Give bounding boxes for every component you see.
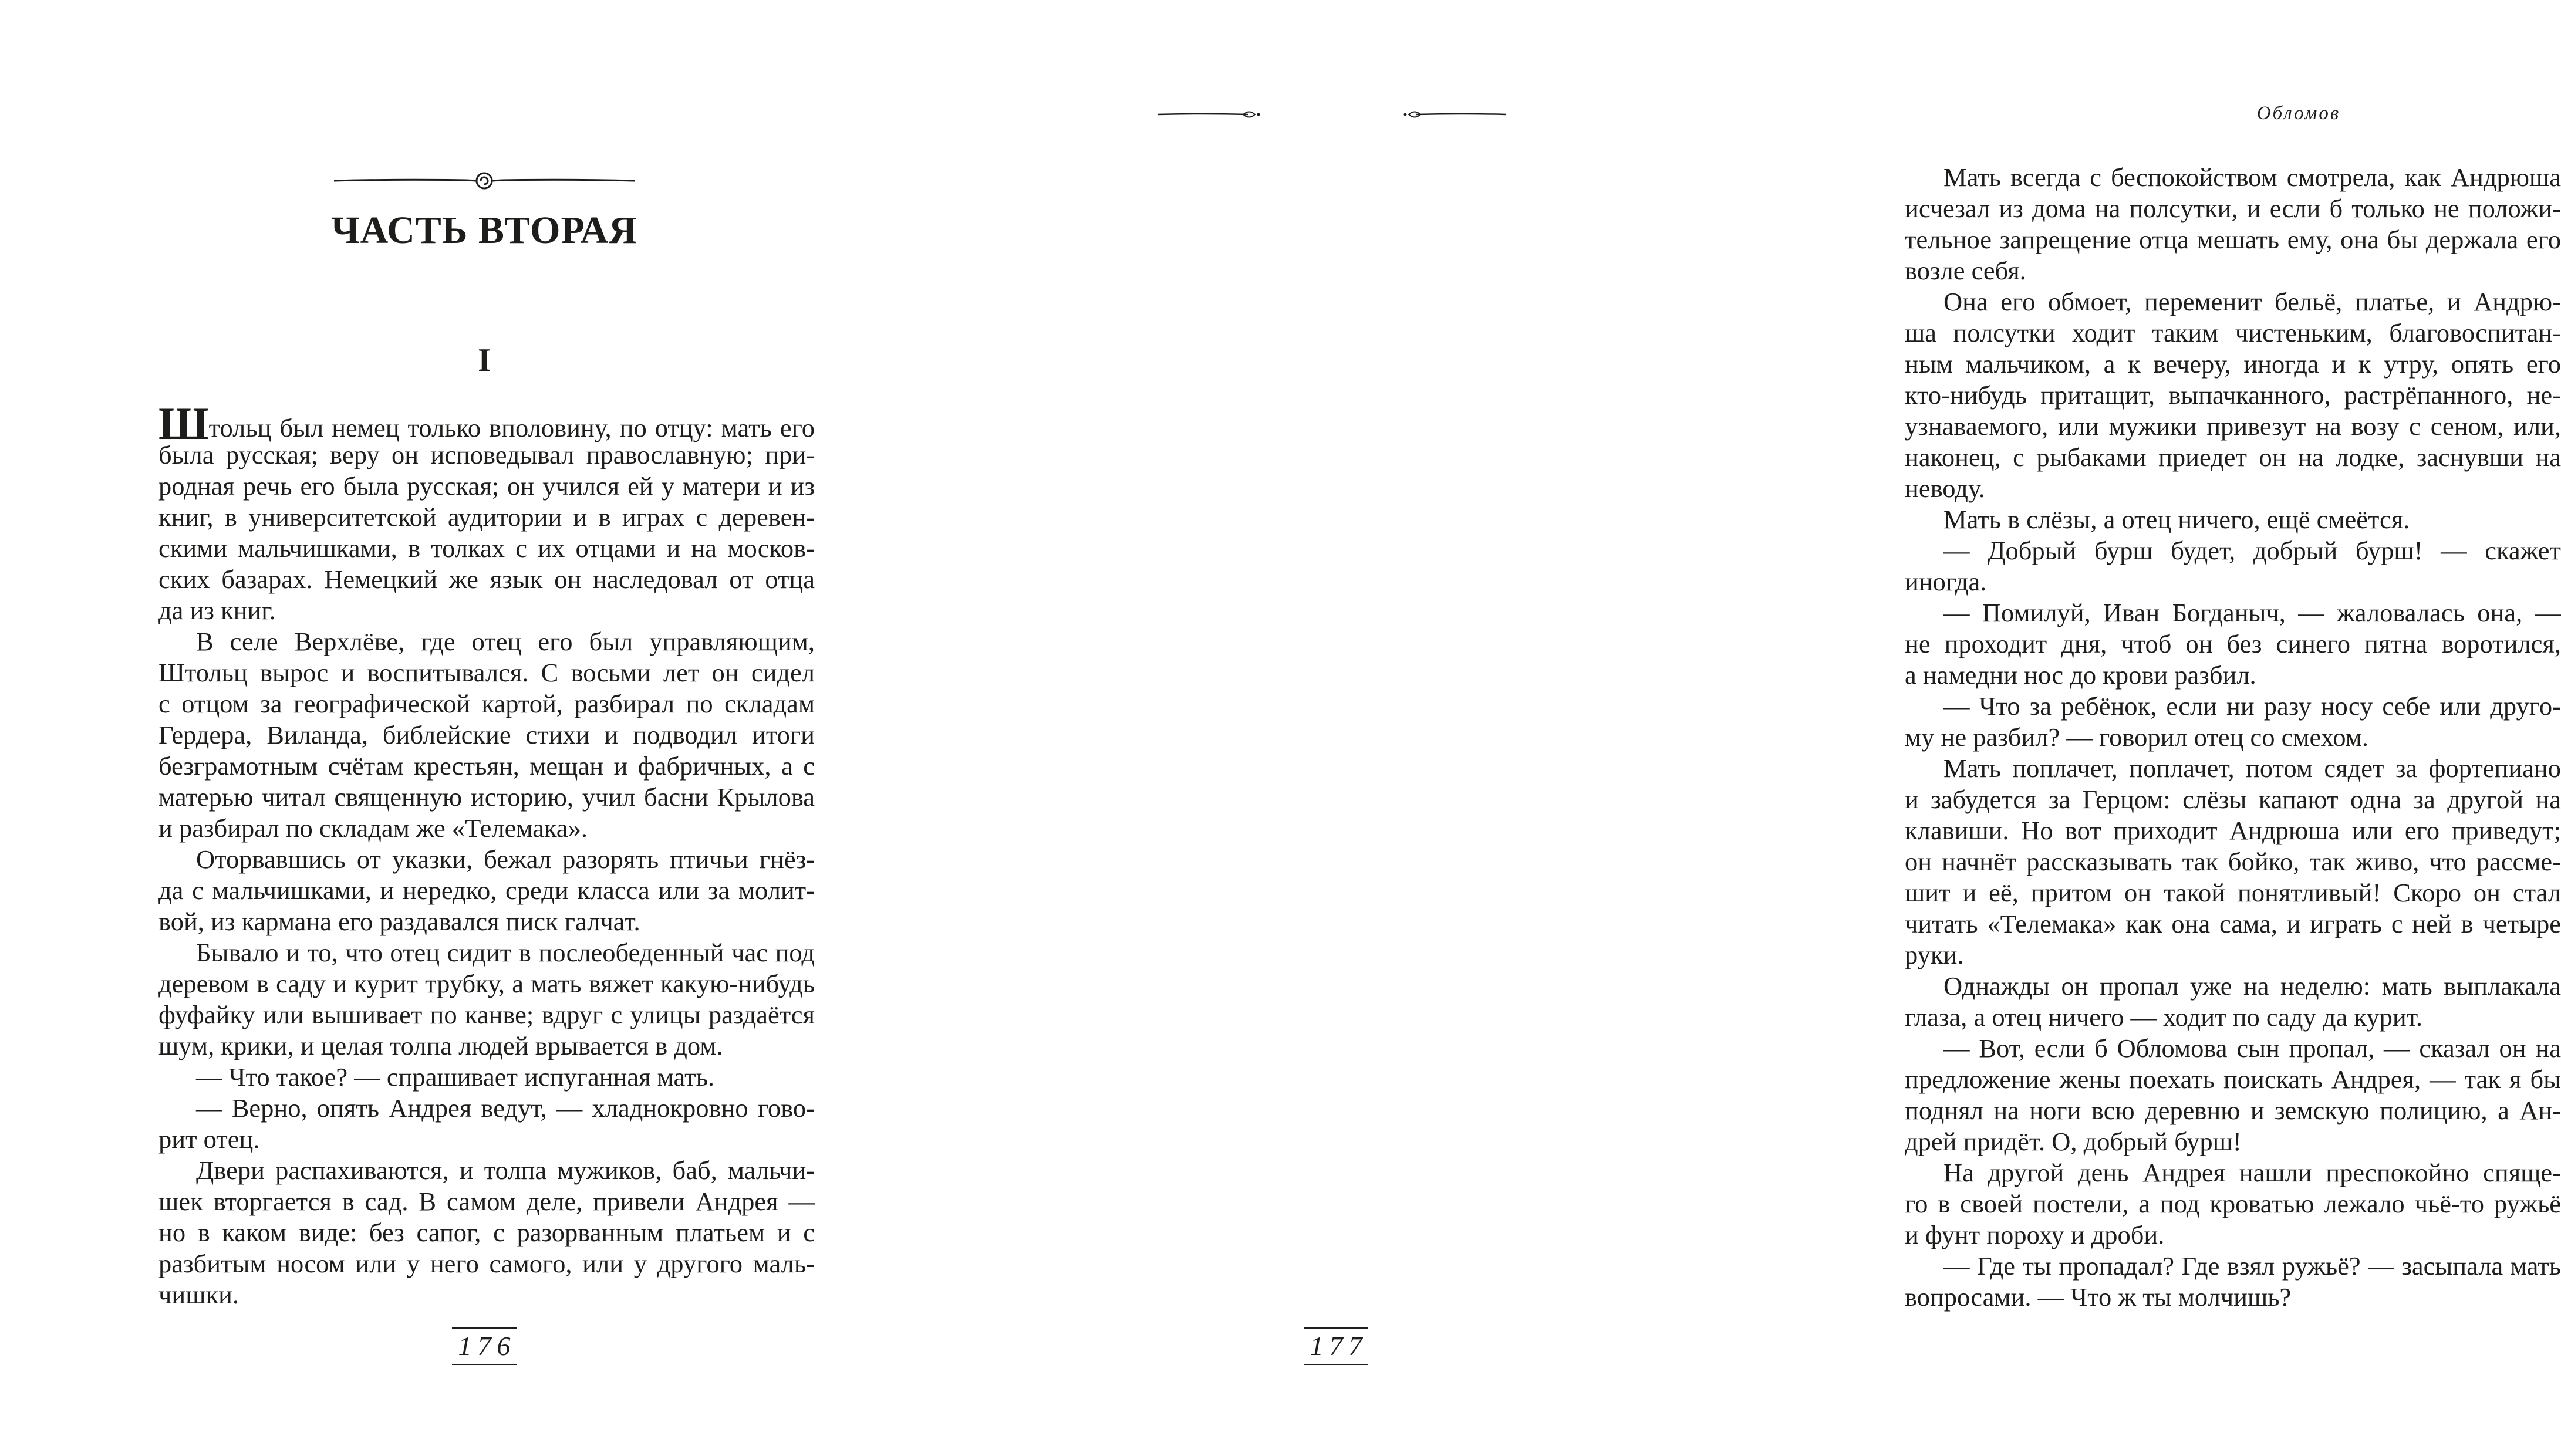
text-line: Штольц вырос и воспитывался. С восьми лет он сидел [158,658,815,687]
text-line: Оторвавшись от указки, бежал разорять птичьи гнёз- [196,844,815,874]
text-line: руки. [1905,940,1964,969]
right-page [902,0,2561,1456]
text-line: — Где ты пропадал? Где взял ружьё? — засыпала мать [1943,1251,2561,1281]
text-line: скими мальчишками, в толках с их отцами и на москов- [158,533,815,563]
text-line: а намедни нос до крови разбил. [1905,660,2256,690]
text-line: и разбирал по складам же «Телемака». [158,813,588,843]
text-line: Однажды он пропал уже на неделю: мать выплакала [1943,971,2561,1001]
part-title: ЧАСТЬ ВТОРАЯ [331,209,637,252]
text-line: с отцом за географической картой, разбирал по складам [158,689,815,718]
drop-cap: Ш [158,398,209,449]
text-line: да из книг. [158,596,276,625]
text-line: ным мальчиком, а к вечеру, иногда и к утру, опять его [1905,349,2561,379]
text-line: предложение жены поехать поискать Андрея, — так я бы [1905,1065,2561,1094]
text-line: — Что за ребёнок, если ни разу носу себе или друго- [1943,691,2561,721]
page-number: 176 [458,1331,517,1361]
text-line: шум, крики, и целая толпа людей врывается в дом. [158,1031,723,1060]
text-line: Мать всегда с беспокойством смотрела, как Андрюша [1943,163,2561,192]
text-line: не проходит дня, чтоб он без синего пятна воротился, [1905,629,2561,658]
text-line: чишки. [158,1280,239,1309]
text-line-content: тольц был немец только вполовину, по отцу: мать его [208,413,815,442]
text-line: иногда. [1905,567,1987,596]
text-line: и забудется за Герцом: слёзы капают одна за другой на [1905,785,2561,814]
text-line: ских базарах. Немецкий же язык он наследовал от отца [158,565,815,594]
text-line: да с мальчишками, и нередко, среди класса или за молит- [158,876,815,905]
text-line: клавиши. Но вот приходит Андрюша или его приведут; [1905,816,2561,845]
text-line: Двери распахиваются, и толпа мужиков, баб, мальчи- [196,1156,815,1185]
page-number-left [446,1327,522,1365]
page-number: 177 [1310,1331,1368,1361]
text-line: — Что такое? — спрашивает испуганная мать. [196,1062,715,1092]
text-line: и фунт пороху и дроби. [1905,1220,2165,1249]
running-head: Обломов [2256,103,2341,124]
text-line: возле себя. [1905,256,2026,285]
text-line: кто-нибудь притащит, выпачканного, растрёпанного, не- [1905,380,2561,410]
text-line: шек вторгается в сад. В самом деле, привели Андрея — [158,1187,815,1216]
flourish-icon [1155,106,1261,123]
text-line: На другой день Андрея нашли преспокойно спяще- [1943,1158,2561,1187]
text-line: Она его обмоет, переменит бельё, платье, и Андрю- [1943,287,2561,316]
text-line: рит отец. [158,1124,260,1154]
text-line: поднял на ноги всю деревню и земскую полицию, а Ан- [1905,1096,2561,1125]
text-line: разбитым носом или у него самого, или у другого маль- [158,1249,815,1278]
text-line: фуфайку или вышивает по канве; вдруг с улицы раздаётся [158,1000,815,1029]
text-line: Гердера, Виланда, библейские стихи и подводил итоги [158,720,815,749]
flourish-icon [1403,106,1509,123]
swirl-ornament-icon [332,169,637,192]
text-line: вой, из кармана его раздавался писк галчат. [158,907,640,936]
text-line: — Верно, опять Андрея ведут, — хладнокровно гово- [196,1093,815,1123]
text-line: узнаваемого, или мужики привезут на возу с сеном, или, [1905,411,2561,441]
text-line: матерью читал священную историю, учил басни Крылова [158,782,815,812]
chapter-number: I [478,342,491,379]
text-line: Мать в слёзы, а отец ничего, ещё смеётся. [1943,505,2410,534]
text-line: была русская; веру он исповедывал православную; при- [158,440,815,469]
text-line: шит и её, притом он такой понятливый! Скоро он стал [1905,878,2561,907]
text-line: он начнёт рассказывать так бойко, так живо, что рассме- [1905,847,2561,876]
text-line: — Добрый бурш будет, добрый бурш! — скажет [1943,536,2561,565]
text-line: Мать поплачет, поплачет, потом сядет за фортепиано [1943,754,2561,783]
text-line: го в своей постели, а под кроватью лежало чьё-то ружьё [1905,1189,2561,1218]
left-page [0,0,902,1456]
text-line: глаза, а отец ничего — ходит по саду да курит. [1905,1002,2422,1032]
text-line: ша полсутки ходит таким чистеньким, благовоспитан- [1905,318,2561,347]
text-line: книг, в университетской аудитории и в играх с деревен- [158,502,815,532]
text-line [158,398,815,449]
text-line: дрей придёт. О, добрый бурш! [1905,1127,2242,1156]
text-line: му не разбил? — говорил отец со смехом. [1905,722,2368,752]
text-line: деревом в саду и курит трубку, а мать вяжет какую-нибудь [158,969,815,998]
text-line: исчезал из дома на полсутки, и если б только не положи- [1905,194,2561,223]
text-line: наконец, с рыбаками приедет он на лодке, заснувши на [1905,442,2561,472]
text-line: — Вот, если б Обломова сын пропал, — сказал он на [1943,1033,2561,1063]
text-line: тельное запрещение отца мешать ему, она бы держала его [1905,225,2561,254]
text-line: — Помилуй, Иван Богданыч, — жаловалась она, — [1943,598,2561,627]
text-line: Бывало и то, что отец сидит в послеобеденный час под [196,938,815,967]
text-line: родная речь его была русская; он учился ей у матери и из [158,471,815,501]
text-line: безграмотным счётам крестьян, мещан и фабричных, а с [158,751,815,781]
text-line: но в каком виде: без сапог, с разорванным платьем и с [158,1218,815,1247]
text-line: вопросами. — Что ж ты молчишь? [1905,1282,2292,1312]
text-line: неводу. [1905,474,1985,503]
text-line: читать «Телемака» как она сама, и играть с ней в четыре [1905,909,2561,938]
page-number-right [1298,1327,1374,1365]
text-line: В селе Верхлёве, где отец его был управляющим, [196,627,815,656]
